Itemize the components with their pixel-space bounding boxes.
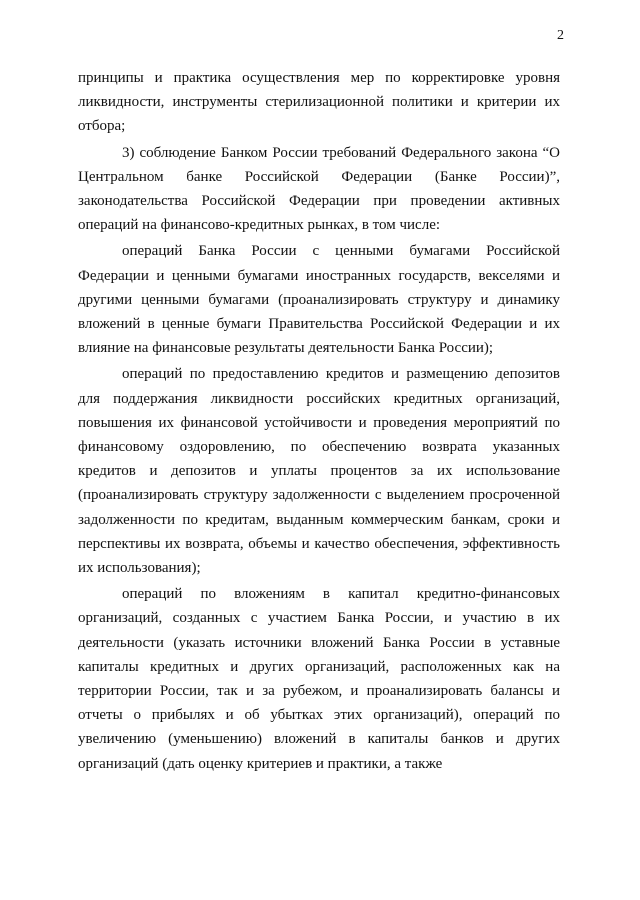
document-body [78,66,560,778]
paragraph-securities-operations: операций Банка России с ценными бумагами Российской Федерации и ценными бумагами иностранных государств, векселями и другими ценными бумагами (проанализировать структуру и динамику вложений в ценные бумаги Правительства Российской Федерации и их влияние на финансовые результаты деятельности Банка России); [78,243,560,357]
page-number: 2 [557,28,564,43]
paragraph-liquidity-principles: принципы и практика осуществления мер по корректировке уровня ликвидности, инструменты стерилизационной политики и критерии их отбора; [78,70,560,135]
paragraph-item-3-compliance: 3) соблюдение Банком России требований Федерального закона “О Центральном банке Российской Федерации (Банке России)”, законодательства Российской Федерации при проведении активных операций на финансово-кредитных рынках, в том числе: [78,144,560,234]
paragraph-credit-deposit-operations: операций по предоставлению кредитов и размещению депозитов для поддержания ликвидности российских кредитных организаций, повышения их финансовой устойчивости и проведения мероприятий по финансовому оздоровлению, по обеспечению возврата указанных кредитов и депозитов и уплаты процентов за их использование (проанализировать структуру задолженности с выделением просроченной задолженности по кредитам, выданным коммерческим банкам, сроки и перспективы их возврата, объемы и качество обеспечения, эффективность их использования); [78,366,560,577]
paragraph-capital-investment-operations: операций по вложениям в капитал кредитно-финансовых организаций, созданных с участием Банка России, и участию в их деятельности (указать источники вложений Банка России в уставные капиталы кредитных и других организаций, расположенных как на территории России, так и за рубежом, и проанализировать балансы и отчеты о прибылях и об убытках этих организаций), операций по увеличению (уменьшению) вложений в капиталы банков и других организаций (дать оценку критериев и практики, а также [78,586,560,772]
